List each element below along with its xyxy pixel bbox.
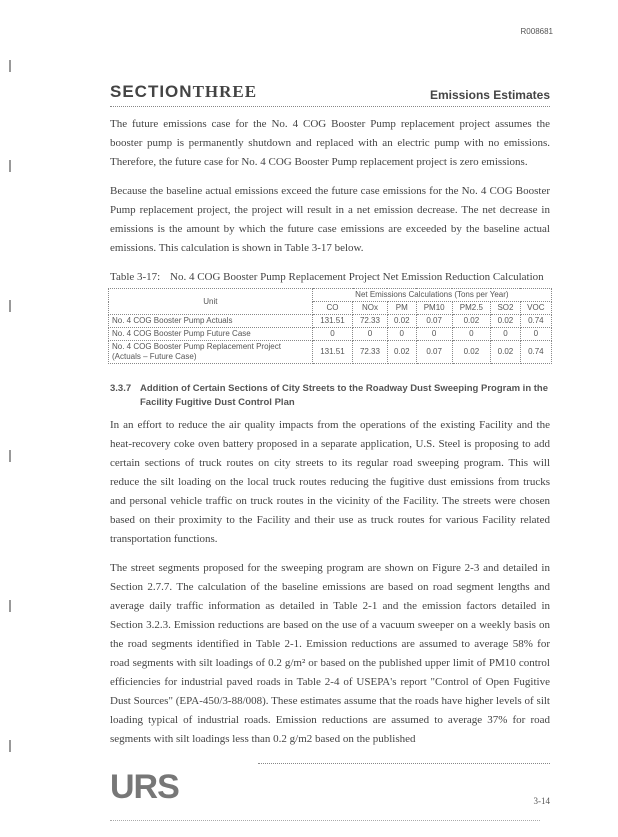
value-cell: 0.02 bbox=[452, 341, 491, 364]
value-cell: 0.02 bbox=[491, 341, 521, 364]
value-cell: 0 bbox=[387, 328, 416, 341]
col-header: VOC bbox=[520, 302, 551, 315]
section-number: THREE bbox=[192, 82, 258, 101]
subsection-title: Addition of Certain Sections of City Streets to the Roadway Dust Sweeping Program in the Facility Fugitive Dust Control Plan bbox=[140, 383, 549, 408]
table-caption bbox=[110, 270, 550, 284]
col-header: SO2 bbox=[491, 302, 521, 315]
value-cell: 0.02 bbox=[452, 315, 491, 328]
col-header: CO bbox=[312, 302, 352, 315]
unit-cell: No. 4 COG Booster Pump Future Case bbox=[109, 328, 313, 341]
table-title: No. 4 COG Booster Pump Replacement Project Net Emission Reduction Calculation bbox=[170, 271, 544, 283]
value-cell: 131.51 bbox=[312, 315, 352, 328]
value-cell: 0 bbox=[353, 328, 388, 341]
footer-rule bbox=[258, 763, 550, 764]
col-header: PM2.5 bbox=[452, 302, 491, 315]
paragraph: The future emissions case for the No. 4 COG Booster Pump replacement project assumes the booster pump is permanently shutdown and replaced with an electric pump with no emissions. Therefore, the future case for No. 4 COG Booster Pump replacement project is zero emissions. bbox=[110, 118, 550, 168]
unit-cell: No. 4 COG Booster Pump Replacement Project (Actuals – Future Case) bbox=[109, 341, 313, 364]
value-cell: 0.07 bbox=[416, 315, 452, 328]
unit-cell: No. 4 COG Booster Pump Actuals bbox=[109, 315, 313, 328]
col-header: PM bbox=[387, 302, 416, 315]
value-cell: 131.51 bbox=[312, 341, 352, 364]
col-header: PM10 bbox=[416, 302, 452, 315]
paragraph: In an effort to reduce the air quality impacts from the operations of the existing Facility and the heat-recovery coke oven battery proposed in a separate application, U.S. Steel is proposing to add certain sections of truck routes on city streets to its regular road sweeping program. This will reduce the silt loading on the local truck routes reducing the fugitive dust emissions from trucks and personal vehicle traffic on truck routes in the vicinity of the Facility. The streets were chosen based on their proximity to the Facility and their use as truck routes for various Facility related transportation functions. bbox=[110, 419, 550, 545]
value-cell: 0 bbox=[416, 328, 452, 341]
emissions-table bbox=[108, 288, 552, 364]
value-cell: 0.02 bbox=[387, 315, 416, 328]
value-cell: 72.33 bbox=[353, 341, 388, 364]
page-header bbox=[110, 82, 550, 107]
value-cell: 0 bbox=[452, 328, 491, 341]
col-header: NOx bbox=[353, 302, 388, 315]
section-heading bbox=[110, 82, 257, 102]
section-title: Emissions Estimates bbox=[429, 88, 550, 102]
page-footer bbox=[110, 763, 550, 821]
col-header-unit: Unit bbox=[109, 289, 313, 315]
value-cell: 0.07 bbox=[416, 341, 452, 364]
value-cell: 0.02 bbox=[491, 315, 521, 328]
table-row bbox=[109, 315, 552, 328]
table-row bbox=[109, 328, 552, 341]
document-id: R008681 bbox=[520, 27, 553, 36]
table-row bbox=[109, 341, 552, 364]
paragraph: The street segments proposed for the sweeping program are shown on Figure 2-3 and detailed in Section 2.7.7. The calculation of the baseline emissions are based on road segment lengths and average daily traffic information as detailed in Table 2-1 and the emission factors detailed in Section 3.2.3. Emission reductions are based on the use of a vacuum sweeper on a weekly basis on the road segments identified in Table 2-1. Emission reductions are assumed to average 58% for road segments with silt loadings of 0.2 g/m² or based on the published upper limit of PM10 control efficiencies for industrial paved roads in Table 2-4 of USEPA's report "Control of Open Fugitive Dust Sources" (EPA-450/3-88/008). These estimates assume that the roads have higher levels of silt loading typical of industrial roads. Emission reductions are assumed to average 37% for road segments with silt loadings less than 0.2 g/m2 based on the published bbox=[110, 562, 550, 745]
table-number: Table 3-17: bbox=[110, 271, 161, 283]
value-cell: 0 bbox=[520, 328, 551, 341]
value-cell: 0.74 bbox=[520, 341, 551, 364]
section-word: SECTION bbox=[110, 82, 193, 101]
value-cell: 72.33 bbox=[353, 315, 388, 328]
value-cell: 0.02 bbox=[387, 341, 416, 364]
page-number: 3-14 bbox=[533, 796, 550, 806]
footer-line bbox=[110, 820, 540, 821]
value-cell: 0.74 bbox=[520, 315, 551, 328]
paragraph: Because the baseline actual emissions exceed the future case emissions for the No. 4 COG Booster Pump replacement project, the project will result in a net emission decrease. The net decrease in emissions is the amount by which the future case emissions are exceeded by the baseline actual emissions. This calculation is shown in Table 3-17 below. bbox=[110, 185, 550, 254]
urs-logo: URS bbox=[110, 768, 179, 806]
group-header: Net Emissions Calculations (Tons per Year) bbox=[312, 289, 551, 302]
subsection-heading bbox=[110, 382, 550, 410]
value-cell: 0 bbox=[312, 328, 352, 341]
value-cell: 0 bbox=[491, 328, 521, 341]
subsection-number: 3.3.7 bbox=[110, 383, 132, 394]
